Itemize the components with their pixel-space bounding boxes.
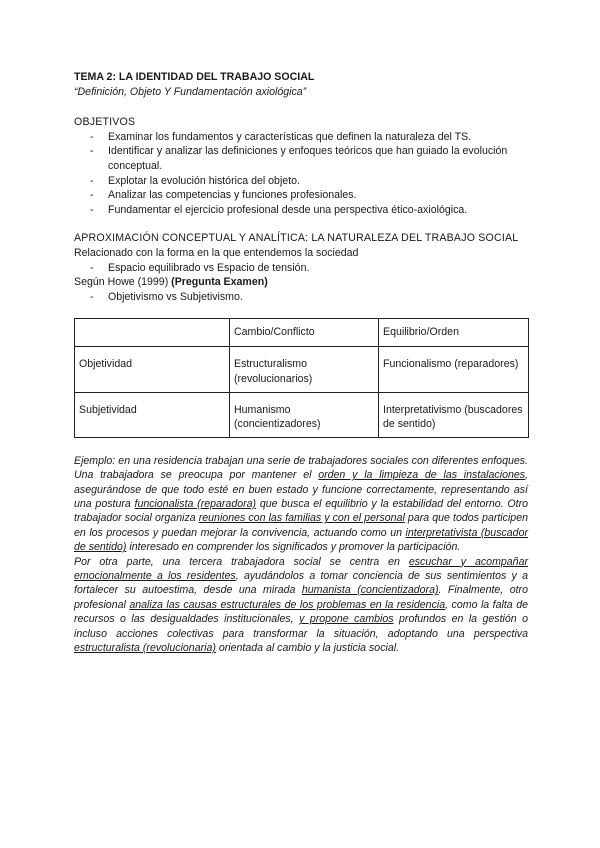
aproximacion-list-1 bbox=[74, 261, 528, 276]
table-cell: Estructuralismo (revolucionarios) bbox=[230, 347, 379, 392]
howe-text: Según Howe (1999) bbox=[74, 276, 172, 289]
objetivos-heading: OBJETIVOS bbox=[74, 116, 136, 129]
document-title: TEMA 2: LA IDENTIDAD DEL TRABAJO SOCIAL bbox=[74, 71, 315, 83]
list-item: - Identificar y analizar las definiciones y enfoques teóricos que han guiado la evolución conceptual. bbox=[90, 144, 528, 173]
list-item: - Analizar las competencias y funciones profesionales. bbox=[90, 188, 528, 203]
text-run: profundos en la gestión o incluso acciones colectivas para transformar la situación, adoptando una perspectiva bbox=[74, 613, 528, 640]
table-row bbox=[75, 347, 529, 392]
table-cell: Humanismo (concientizadores) bbox=[230, 392, 379, 437]
underlined-phrase: y propone cambios bbox=[299, 613, 394, 626]
spacer bbox=[74, 217, 528, 231]
example-paragraph-2 bbox=[74, 555, 528, 656]
text-run: , ayudándolos a tomar conciencia de sus sentimientos y a fortalecer su autoestima, desde una mirada bbox=[74, 569, 528, 597]
table-cell: Interpretativismo (buscadores de sentido) bbox=[379, 392, 529, 437]
list-item: - Fundamentar el ejercicio profesional desde una perspectiva ético-axiológica. bbox=[90, 203, 528, 218]
example-paragraph-1 bbox=[74, 454, 528, 555]
underlined-phrase: humanista (concientizadora) bbox=[301, 584, 439, 597]
table-cell: Funcionalismo (reparadores) bbox=[379, 347, 529, 392]
text-run: Ejemplo: en una residencia trabajan una serie de trabajadores sociales con diferentes enfoques. Una trabajadora se preocupa por mantener el bbox=[74, 454, 528, 482]
exam-note: (Pregunta Examen) bbox=[171, 276, 268, 289]
aproximacion-line: Relacionado con la forma en la que entendemos la sociedad bbox=[74, 246, 359, 259]
text-run: , como la falta de recursos o las desigualdades institucionales, bbox=[74, 598, 528, 626]
underlined-phrase: escuchar y acompañar emocionalmente a los residentes bbox=[74, 555, 528, 582]
table-row-label: Objetividad bbox=[75, 347, 230, 392]
list-item: - Examinar los fundamentos y características que definen la naturaleza del TS. bbox=[90, 130, 528, 145]
text-run: para que todos participen en los procesos y puedan mejorar la convivencia, actuando como un bbox=[74, 512, 528, 539]
list-item: - Espacio equilibrado vs Espacio de tensión. bbox=[90, 261, 528, 276]
list-item: - Explotar la evolución histórica del objeto. bbox=[90, 174, 528, 189]
howe-line bbox=[74, 275, 528, 290]
list-item: - Objetivismo vs Subjetivismo. bbox=[90, 290, 528, 305]
howe-table bbox=[74, 318, 529, 437]
underlined-phrase: orden y la limpieza de las instalaciones bbox=[318, 469, 526, 482]
text-run: Por otra parte, una tercera trabajadora social se centra en bbox=[74, 555, 409, 568]
text-run: que busca el equilibrio y la estabilidad del entorno. Otro trabajador social organiza bbox=[74, 497, 528, 525]
underlined-phrase: funcionalista (reparadora) bbox=[134, 497, 257, 510]
example-text bbox=[74, 454, 528, 656]
aproximacion-list-2 bbox=[74, 290, 528, 305]
underlined-phrase: reuniones con las familias y con el personal bbox=[198, 512, 405, 525]
text-run: , asegurándose de que todo esté en buen estado y funcione correctamente, representando así una postura bbox=[74, 469, 528, 510]
table-header-row bbox=[75, 319, 529, 347]
text-run: . Finalmente, otro profesional bbox=[74, 584, 528, 611]
table-row-label: Subjetividad bbox=[75, 392, 230, 437]
table-cell bbox=[75, 319, 230, 347]
underlined-phrase: interpretativista (buscador de sentido) bbox=[74, 526, 528, 554]
document-subtitle: “Definición, Objeto Y Fundamentación axiológica” bbox=[74, 85, 307, 98]
underlined-phrase: analiza las causas estructurales de los problemas en la residencia bbox=[129, 598, 446, 611]
table-header-cell: Cambio/Conflicto bbox=[230, 319, 379, 347]
text-run: interesado en comprender los significados y promover la participación. bbox=[126, 541, 461, 554]
aproximacion-heading: APROXIMACIÓN CONCEPTUAL Y ANALÍTICA: LA NATURALEZA DEL TRABAJO SOCIAL bbox=[74, 232, 519, 245]
table-row bbox=[75, 392, 529, 437]
objetivos-list bbox=[74, 130, 528, 218]
table-header-cell: Equilibrio/Orden bbox=[379, 319, 529, 347]
underlined-phrase: estructuralista (revolucionaria) bbox=[74, 641, 216, 654]
text-run: orientada al cambio y la justicia social. bbox=[215, 641, 400, 654]
